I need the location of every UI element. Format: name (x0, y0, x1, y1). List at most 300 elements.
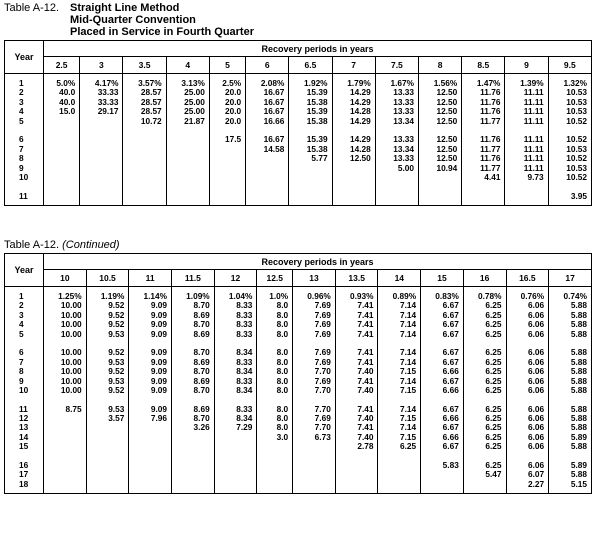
period-header: 8 (419, 57, 462, 74)
value-cell (336, 461, 374, 470)
value-cell: 7.41 (357, 403, 374, 414)
value-cell: 21.87 (184, 115, 205, 126)
value-cell (80, 117, 118, 126)
value-cell: 11.76 (480, 134, 501, 145)
value-cell: 8.33 (236, 328, 253, 339)
value-cell: 7.41 (357, 319, 374, 330)
year-cell: 11 (19, 403, 28, 414)
value-cell: 10.53 (566, 106, 587, 117)
value-cell: 10.94 (436, 162, 458, 173)
value-cell: 6.06 (528, 309, 545, 320)
value-cell: 10.00 (60, 309, 82, 320)
value-cell: 8.0 (276, 403, 289, 414)
value-cell: 9.53 (108, 403, 125, 414)
value-cell: 1.39% (520, 78, 544, 88)
value-cell: 7.14 (400, 403, 417, 414)
value-cell (210, 164, 241, 173)
value-cell: 6.25 (485, 441, 502, 452)
value-cell: 8.0 (276, 366, 289, 377)
value-cell (376, 192, 414, 201)
value-cell: 10.00 (60, 319, 82, 330)
value-cell (44, 117, 75, 126)
value-cell: 6.06 (528, 366, 545, 377)
value-cell: 8.0 (276, 309, 289, 320)
table1-title-line-2: Mid-Quarter Convention (70, 14, 196, 26)
value-cell (87, 461, 125, 470)
value-cell: 7.69 (314, 319, 331, 330)
year-cell: 7 (19, 356, 24, 367)
value-cell: 14.29 (350, 115, 371, 126)
value-cell (172, 452, 210, 461)
value-cell: 12.50 (436, 106, 458, 117)
value-cell: 3.95 (570, 190, 587, 201)
value-cell: 0.89% (392, 291, 417, 301)
value-cell (378, 470, 416, 479)
value-column (462, 74, 505, 206)
value-cell (167, 145, 205, 154)
value-cell: 5.88 (570, 356, 587, 367)
value-cell (257, 470, 288, 479)
value-cell: 3.57 (108, 413, 125, 424)
value-cell: 7.70 (314, 422, 331, 433)
value-cell: 2.27 (528, 478, 545, 489)
value-cell: 6.25 (485, 319, 502, 330)
value-cell (167, 173, 205, 182)
value-column (463, 287, 506, 494)
value-cell: 5.83 (442, 460, 459, 471)
value-column (335, 287, 378, 494)
value-cell: 15.0 (59, 106, 76, 117)
value-cell: 6.06 (528, 300, 545, 311)
value-cell: 8.34 (236, 384, 253, 395)
value-cell: 0.96% (307, 291, 331, 301)
value-cell: 7.15 (400, 384, 417, 395)
year-cell: 2 (19, 87, 24, 98)
value-cell: 8.33 (236, 319, 253, 330)
value-cell: 6.25 (400, 441, 417, 452)
value-cell: 6.67 (442, 441, 459, 452)
value-cell (421, 480, 459, 489)
value-cell: 17.5 (224, 134, 242, 145)
period-header: 17 (549, 270, 592, 287)
value-cell: 7.69 (314, 328, 331, 339)
value-cell: 12.50 (436, 87, 458, 98)
value-cell: 5.89 (570, 460, 587, 471)
value-cell: 8.75 (65, 403, 82, 414)
value-cell: 12.50 (350, 153, 371, 164)
value-cell: 4.17% (94, 78, 119, 88)
year-cell: 10 (19, 171, 29, 182)
value-cell (80, 126, 118, 135)
value-cell (167, 126, 205, 135)
value-cell: 3.13% (181, 78, 205, 88)
value-cell (123, 145, 161, 154)
value-cell: 5.88 (570, 413, 587, 424)
value-cell: 13.33 (393, 153, 414, 164)
value-cell (246, 154, 284, 163)
value-cell: 1.09% (186, 291, 210, 301)
value-cell: 7.40 (357, 366, 374, 377)
value-cell (257, 442, 288, 451)
value-cell (123, 192, 161, 201)
value-cell: 10.00 (60, 328, 82, 339)
value-cell: 7.14 (400, 347, 417, 358)
value-cell (123, 173, 161, 182)
period-header: 15 (421, 270, 464, 287)
value-cell: 7.41 (357, 375, 374, 386)
value-cell (378, 461, 416, 470)
value-cell: 9.09 (150, 300, 168, 311)
value-cell (464, 480, 502, 489)
value-cell: 10.72 (140, 115, 162, 126)
value-cell (123, 182, 161, 191)
year-column (5, 74, 44, 206)
value-cell: 5.88 (570, 403, 587, 414)
value-cell (257, 480, 288, 489)
value-cell: 9.09 (150, 328, 168, 339)
value-cell: 1.32% (563, 78, 587, 88)
value-cell: 8.0 (276, 413, 289, 424)
value-cell: 11.11 (523, 96, 544, 107)
value-cell: 8.34 (236, 413, 253, 424)
value-cell: 8.34 (236, 366, 253, 377)
period-header: 10.5 (86, 270, 129, 287)
value-cell (215, 433, 253, 442)
year-cell: 18 (19, 478, 29, 489)
table1-label: Table A-12. (4, 2, 60, 14)
value-cell (336, 470, 374, 479)
value-cell (333, 192, 371, 201)
value-cell: 6.67 (442, 375, 459, 386)
value-cell (462, 182, 500, 191)
value-cell: 8.70 (193, 319, 210, 330)
period-header: 7 (332, 57, 375, 74)
value-cell (333, 164, 371, 173)
recovery-periods-header: Recovery periods in years (44, 254, 592, 270)
value-cell (44, 164, 75, 173)
value-cell (44, 433, 82, 442)
value-cell: 8.69 (193, 328, 210, 339)
period-header: 16.5 (506, 270, 549, 287)
value-cell: 7.96 (150, 413, 168, 424)
period-header: 6.5 (289, 57, 332, 74)
value-cell: 7.41 (357, 347, 374, 358)
value-cell: 10.53 (566, 96, 587, 107)
period-header: 4 (166, 57, 209, 74)
period-header: 11 (129, 270, 172, 287)
value-cell: 8.0 (276, 328, 289, 339)
table1-title-line-1: Straight Line Method (70, 2, 180, 14)
year-cell: 4 (19, 106, 24, 117)
value-cell: 15.39 (306, 134, 328, 145)
value-cell: 13.33 (393, 96, 414, 107)
value-cell (87, 423, 125, 432)
value-cell: 13.33 (393, 134, 414, 145)
value-cell: 9.09 (150, 347, 168, 358)
value-cell: 29.17 (97, 106, 119, 117)
value-cell: 6.67 (442, 309, 459, 320)
value-cell: 6.25 (485, 356, 502, 367)
value-cell: 11.11 (523, 162, 544, 173)
value-cell (257, 452, 288, 461)
year-header: Year (5, 41, 44, 74)
value-cell: 3.57% (138, 78, 162, 88)
value-cell (44, 154, 75, 163)
value-cell: 6.06 (528, 375, 545, 386)
value-cell: 7.69 (314, 375, 331, 386)
value-cell: 2.78 (357, 441, 374, 452)
value-cell (462, 192, 500, 201)
value-cell: 33.33 (97, 87, 119, 98)
value-cell (44, 126, 75, 135)
value-cell: 6.73 (314, 431, 331, 442)
value-cell: 6.25 (485, 309, 502, 320)
value-column (257, 287, 293, 494)
year-cell: 12 (19, 413, 29, 424)
value-cell: 6.25 (485, 375, 502, 386)
value-cell (289, 192, 327, 201)
value-cell (80, 192, 118, 201)
value-cell (376, 182, 414, 191)
table2-continued: (Continued) (62, 239, 120, 251)
period-header: 6 (246, 57, 289, 74)
value-cell (44, 182, 75, 191)
value-cell (210, 192, 241, 201)
value-cell: 6.25 (485, 347, 502, 358)
value-cell (129, 480, 167, 489)
value-cell: 28.57 (140, 96, 162, 107)
value-cell (378, 480, 416, 489)
table2-label: Table A-12. (4, 239, 60, 251)
value-cell (129, 433, 167, 442)
period-header: 3 (80, 57, 123, 74)
value-cell: 7.40 (357, 384, 374, 395)
value-cell (129, 452, 167, 461)
value-cell (44, 423, 82, 432)
value-cell (80, 154, 118, 163)
value-column (332, 74, 375, 206)
value-cell (80, 145, 118, 154)
value-cell: 9.09 (150, 356, 168, 367)
year-cell: 8 (19, 366, 24, 377)
value-cell: 9.09 (150, 309, 168, 320)
value-cell (80, 173, 118, 182)
value-cell: 5.88 (570, 422, 587, 433)
value-cell (293, 452, 331, 461)
value-cell (210, 182, 241, 191)
value-cell (87, 470, 125, 479)
value-cell: 6.25 (485, 460, 502, 471)
value-cell: 7.14 (400, 300, 417, 311)
value-cell: 15.38 (306, 115, 328, 126)
value-cell: 0.74% (563, 291, 587, 301)
value-cell: 9.52 (108, 347, 125, 358)
value-column (506, 287, 549, 494)
value-cell: 8.33 (236, 300, 253, 311)
value-cell: 6.06 (528, 384, 545, 395)
value-cell: 8.33 (236, 309, 253, 320)
value-cell: 9.09 (150, 366, 168, 377)
value-cell: 14.29 (350, 96, 371, 107)
value-cell: 8.70 (193, 300, 210, 311)
value-cell: 5.47 (485, 469, 502, 480)
value-cell: 5.88 (570, 441, 587, 452)
value-cell: 6.67 (442, 403, 459, 414)
value-cell: 13.34 (393, 115, 414, 126)
value-cell: 8.69 (193, 356, 210, 367)
value-cell: 9.52 (108, 309, 125, 320)
value-cell: 6.06 (528, 319, 545, 330)
value-cell: 28.57 (140, 106, 162, 117)
value-cell: 1.19% (100, 291, 125, 301)
value-cell: 8.34 (236, 347, 253, 358)
period-header: 13.5 (335, 270, 378, 287)
value-cell (419, 182, 457, 191)
value-cell: 6.25 (485, 384, 502, 395)
value-cell: 14.58 (263, 143, 285, 154)
value-cell: 16.67 (263, 134, 285, 145)
value-column (378, 287, 421, 494)
value-cell (123, 154, 161, 163)
value-cell: 8.69 (193, 375, 210, 386)
value-cell: 5.88 (570, 300, 587, 311)
value-cell: 2.08% (260, 78, 285, 88)
value-cell: 10.53 (566, 87, 587, 98)
value-cell: 25.00 (184, 106, 205, 117)
value-cell: 5.88 (570, 309, 587, 320)
value-cell: 15.39 (306, 106, 328, 117)
year-cell: 3 (19, 96, 24, 107)
recovery-periods-header: Recovery periods in years (44, 41, 592, 57)
value-cell (419, 173, 457, 182)
year-cell: 17 (19, 469, 29, 480)
year-cell: 16 (19, 460, 29, 471)
value-cell (129, 442, 167, 451)
period-header: 2.5 (44, 57, 80, 74)
value-cell (80, 164, 118, 173)
value-cell (215, 470, 253, 479)
value-cell (123, 135, 161, 144)
value-cell (210, 173, 241, 182)
value-cell: 9.09 (150, 384, 168, 395)
value-cell: 11.11 (523, 87, 544, 98)
value-cell: 8.0 (276, 375, 289, 386)
value-cell: 11.76 (480, 106, 501, 117)
value-cell: 7.40 (357, 431, 374, 442)
value-cell (293, 480, 331, 489)
value-cell: 10.00 (60, 347, 82, 358)
value-cell: 13.33 (393, 106, 414, 117)
year-cell: 4 (19, 319, 24, 330)
table2 (4, 253, 592, 494)
value-cell: 9.52 (108, 366, 125, 377)
value-column (44, 74, 80, 206)
value-cell: 5.77 (311, 153, 328, 164)
value-cell: 16.67 (263, 87, 285, 98)
value-cell: 6.66 (442, 431, 459, 442)
value-cell: 1.04% (228, 291, 253, 301)
period-header: 7.5 (375, 57, 418, 74)
value-cell: 0.93% (349, 291, 374, 301)
value-cell: 1.47% (476, 78, 501, 88)
value-cell: 6.66 (442, 413, 459, 424)
value-cell: 3.0 (276, 431, 289, 442)
value-cell: 0.76% (520, 291, 545, 301)
value-cell: 10.52 (566, 134, 587, 145)
period-header: 3.5 (123, 57, 166, 74)
value-cell (246, 182, 284, 191)
value-cell (87, 480, 125, 489)
value-cell: 8.33 (236, 403, 253, 414)
value-cell: 11.11 (523, 115, 544, 126)
value-cell (215, 461, 253, 470)
value-cell: 7.41 (357, 328, 374, 339)
value-cell (246, 192, 284, 201)
table2-header (4, 239, 120, 251)
value-cell: 5.00 (397, 162, 414, 173)
year-cell: 10 (19, 384, 29, 395)
value-cell: 6.06 (528, 460, 545, 471)
value-cell (215, 480, 253, 489)
value-column (419, 74, 462, 206)
period-header: 12.5 (257, 270, 293, 287)
value-cell (123, 164, 161, 173)
value-cell: 9.53 (108, 328, 125, 339)
value-cell: 15.38 (306, 96, 328, 107)
value-column (44, 287, 87, 494)
year-cell: 13 (19, 422, 29, 433)
value-cell: 10.52 (566, 153, 587, 164)
value-cell: 9.09 (150, 319, 168, 330)
value-cell: 15.39 (306, 87, 328, 98)
value-cell: 10.52 (566, 171, 587, 182)
value-cell (257, 461, 288, 470)
year-cell: 9 (19, 162, 24, 173)
value-cell: 6.06 (528, 328, 545, 339)
period-header: 16 (463, 270, 506, 287)
value-cell: 25.00 (184, 87, 205, 98)
value-column (289, 74, 332, 206)
value-cell: 5.88 (570, 319, 587, 330)
value-cell: 7.41 (357, 422, 374, 433)
value-cell: 6.66 (442, 366, 459, 377)
table1-header (4, 2, 254, 38)
value-cell: 10.00 (60, 384, 82, 395)
value-column (375, 74, 418, 206)
value-cell (378, 452, 416, 461)
value-cell: 28.57 (140, 87, 162, 98)
value-cell (246, 173, 284, 182)
value-cell (87, 433, 125, 442)
value-cell: 6.06 (528, 441, 545, 452)
value-cell: 16.67 (263, 106, 285, 117)
value-cell: 6.25 (485, 422, 502, 433)
year-cell: 8 (19, 153, 24, 164)
value-cell: 1.0% (269, 291, 289, 301)
value-cell: 11.11 (523, 106, 544, 117)
value-cell: 12.50 (436, 134, 458, 145)
value-cell (293, 470, 331, 479)
value-cell: 6.67 (442, 319, 459, 330)
value-cell: 1.92% (304, 78, 328, 88)
value-cell: 0.78% (477, 291, 502, 301)
value-column (86, 287, 129, 494)
value-column (166, 74, 209, 206)
value-cell: 8.0 (276, 356, 289, 367)
value-cell: 9.52 (108, 300, 125, 311)
value-cell (172, 480, 210, 489)
value-column (549, 287, 592, 494)
